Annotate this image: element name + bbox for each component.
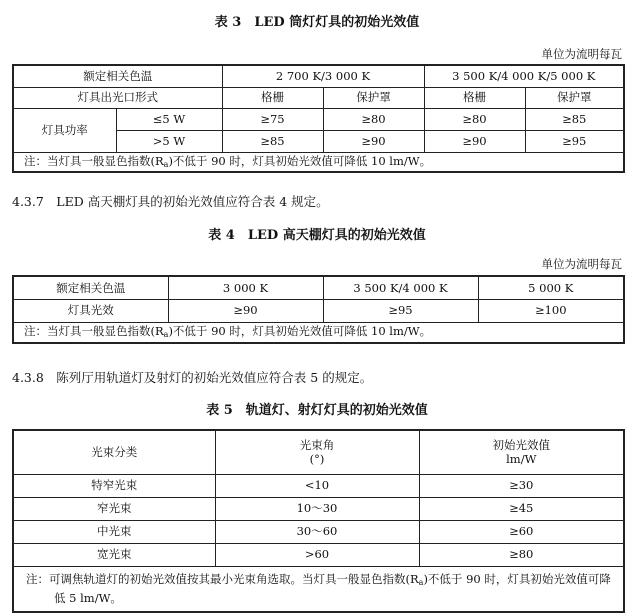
table4-cct-label: 额定相关色温: [13, 276, 168, 299]
table5-header-row: [13, 430, 624, 474]
table5-header-angle: 光束角 (°): [215, 430, 419, 474]
table3-power-value: >5 W: [116, 130, 222, 152]
table5-title: 表 5 轨道灯、射灯灯具的初始光效值: [206, 403, 428, 418]
table5-angle: <10: [215, 474, 419, 497]
table3: [12, 64, 625, 173]
table-row: [13, 543, 624, 566]
table-row: [13, 474, 624, 497]
table4-row-efficacy: [13, 299, 624, 322]
table-row: [13, 497, 624, 520]
table5-class: 窄光束: [13, 497, 215, 520]
table4-efficacy-3: ≥100: [478, 299, 624, 322]
table3-cct-group1: 2 700 K/3 000 K: [222, 65, 424, 87]
table5-class: 特窄光束: [13, 474, 215, 497]
table3-cell: ≥90: [323, 130, 424, 152]
table3-row-form: [13, 87, 624, 108]
table3-cell: ≥95: [525, 130, 624, 152]
table-row: [13, 520, 624, 543]
table5-efficacy: ≥80: [419, 543, 624, 566]
table4-title: 表 4 LED 高天棚灯具的初始光效值: [208, 228, 426, 243]
table5-angle: 30～60: [215, 520, 419, 543]
table5-header-efficacy: 初始光效值 lm/W: [419, 430, 624, 474]
table4-row-cct: [13, 276, 624, 299]
table3-cell: ≥80: [424, 108, 525, 130]
table3-cell: ≥85: [525, 108, 624, 130]
table3-power-value: ≤5 W: [116, 108, 222, 130]
table3-cct-label: 额定相关色温: [13, 65, 222, 87]
table3-cell: ≥75: [222, 108, 323, 130]
table-row: [13, 108, 624, 130]
table5: [12, 429, 625, 613]
table3-header-grille-2: 格栅: [424, 87, 525, 108]
table5-angle: >60: [215, 543, 419, 566]
table3-header-cover-2: 保护罩: [525, 87, 624, 108]
table4-efficacy-1: ≥90: [168, 299, 323, 322]
table3-unit: 单位为流明每瓦: [541, 47, 622, 61]
table4-efficacy-label: 灯具光效: [13, 299, 168, 322]
table5-angle: 10～30: [215, 497, 419, 520]
table3-header-cover-1: 保护罩: [323, 87, 424, 108]
table3-cell: ≥85: [222, 130, 323, 152]
table4-note: 注：当灯具一般显色指数$(R_a)$不低于 90 时，灯具初始光效值可降低 10 lm/W。: [13, 322, 624, 343]
table4-cct-1: 3 000 K: [168, 276, 323, 299]
clause-4-3-8: 4.3.8 陈列厅用轨道灯及射灯的初始光效值应符合表 5 的规定。: [12, 370, 373, 385]
table3-title: 表 3 LED 筒灯灯具的初始光效值: [214, 15, 420, 30]
table4-cct-3: 5 000 K: [478, 276, 624, 299]
table4-note-row: [13, 322, 624, 343]
table5-class: 宽光束: [13, 543, 215, 566]
table3-note: 注：当灯具一般显色指数$(R_a)$不低于 90 时，灯具初始光效值可降低 10 lm/W。: [13, 152, 624, 172]
table3-row-cct: [13, 65, 624, 87]
table4-efficacy-2: ≥95: [323, 299, 478, 322]
table5-note-row: [13, 566, 624, 612]
table5-efficacy: ≥60: [419, 520, 624, 543]
table3-power-label: 灯具功率: [13, 108, 116, 152]
table5-efficacy: ≥45: [419, 497, 624, 520]
table3-form-label: 灯具出光口形式: [13, 87, 222, 108]
table3-header-grille-1: 格栅: [222, 87, 323, 108]
table5-note: 注：可调焦轨道灯的初始光效值按其最小光束角选取。当灯具一般显色指数$(R_a)$不低于 90 时，灯具初始光效值可降低 5 lm/W。: [13, 566, 624, 612]
table4-unit: 单位为流明每瓦: [541, 257, 622, 271]
table4: [12, 275, 625, 344]
table5-efficacy: ≥30: [419, 474, 624, 497]
table3-cell: ≥90: [424, 130, 525, 152]
table4-cct-2: 3 500 K/4 000 K: [323, 276, 478, 299]
table5-class: 中光束: [13, 520, 215, 543]
table3-cell: ≥80: [323, 108, 424, 130]
clause-4-3-7: 4.3.7 LED 高天棚灯具的初始光效值应符合表 4 规定。: [12, 194, 329, 209]
table3-note-row: [13, 152, 624, 172]
table3-cct-group2: 3 500 K/4 000 K/5 000 K: [424, 65, 624, 87]
table5-header-class: 光束分类: [13, 430, 215, 474]
